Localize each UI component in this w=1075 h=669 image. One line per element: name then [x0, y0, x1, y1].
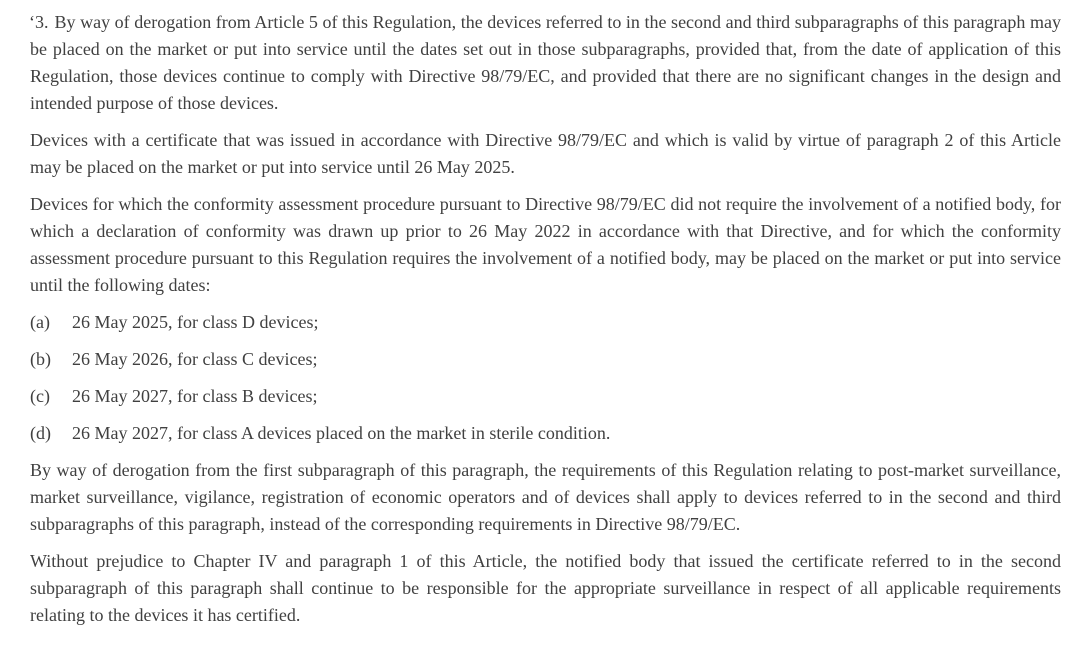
paragraph-5: Without prejudice to Chapter IV and paragraph 1 of this Article, the notified body that issued the certificate referred to in the second subparagraph of this paragraph shall continue to be responsible for the appropriate surveillance in respect of all applicable requirements relating to the devices it has certified.	[30, 551, 1061, 625]
list-item-text: 26 May 2027, for class B devices;	[72, 386, 318, 406]
list-item-label: (c)	[30, 386, 50, 406]
list-item-c	[30, 383, 1061, 410]
list-item-label: (b)	[30, 349, 51, 369]
list-item-label: (a)	[30, 312, 50, 332]
paragraph-number: ‘3.	[29, 12, 49, 32]
paragraph-1	[30, 9, 1061, 117]
paragraph-3: Devices for which the conformity assessment procedure pursuant to Directive 98/79/EC did not require the involvement of a notified body, for which a declaration of conformity was drawn up prior to 26 May 2022 in accordance with that Directive, and for which the conformity assessment procedure pursuant to this Regulation requires the involvement of a notified body, may be placed on the market or put into service until the following dates:	[30, 194, 1061, 295]
list-item-text: 26 May 2027, for class A devices placed on the market in sterile condition.	[72, 423, 611, 443]
list-item-label: (d)	[30, 423, 51, 443]
paragraph-4: By way of derogation from the first subparagraph of this paragraph, the requirements of this Regulation relating to post-market surveillance, market surveillance, vigilance, registration of economic operators and of devices shall apply to devices referred to in the second and third subparagraphs of this paragraph, instead of the corresponding requirements in Directive 98/79/EC.	[30, 460, 1061, 534]
list-item-b	[30, 346, 1061, 373]
list-item-a	[30, 309, 1061, 336]
list-item-d	[30, 420, 1061, 447]
list-item-text: 26 May 2025, for class D devices;	[72, 312, 319, 332]
list-item-text: 26 May 2026, for class C devices;	[72, 349, 318, 369]
paragraph-2: Devices with a certificate that was issued in accordance with Directive 98/79/EC and which is valid by virtue of paragraph 2 of this Article may be placed on the market or put into service until 26 May 2025.	[30, 130, 1061, 177]
paragraph-1-text: By way of derogation from Article 5 of this Regulation, the devices referred to in the second and third subparagraphs of this paragraph may be placed on the market or put into service until the dates set out in those subparagraphs, provided that, from the date of application of this Regulation, those devices continue to comply with Directive 98/79/EC, and provided that there are no significant changes in the design and intended purpose of those devices.	[30, 12, 1061, 113]
